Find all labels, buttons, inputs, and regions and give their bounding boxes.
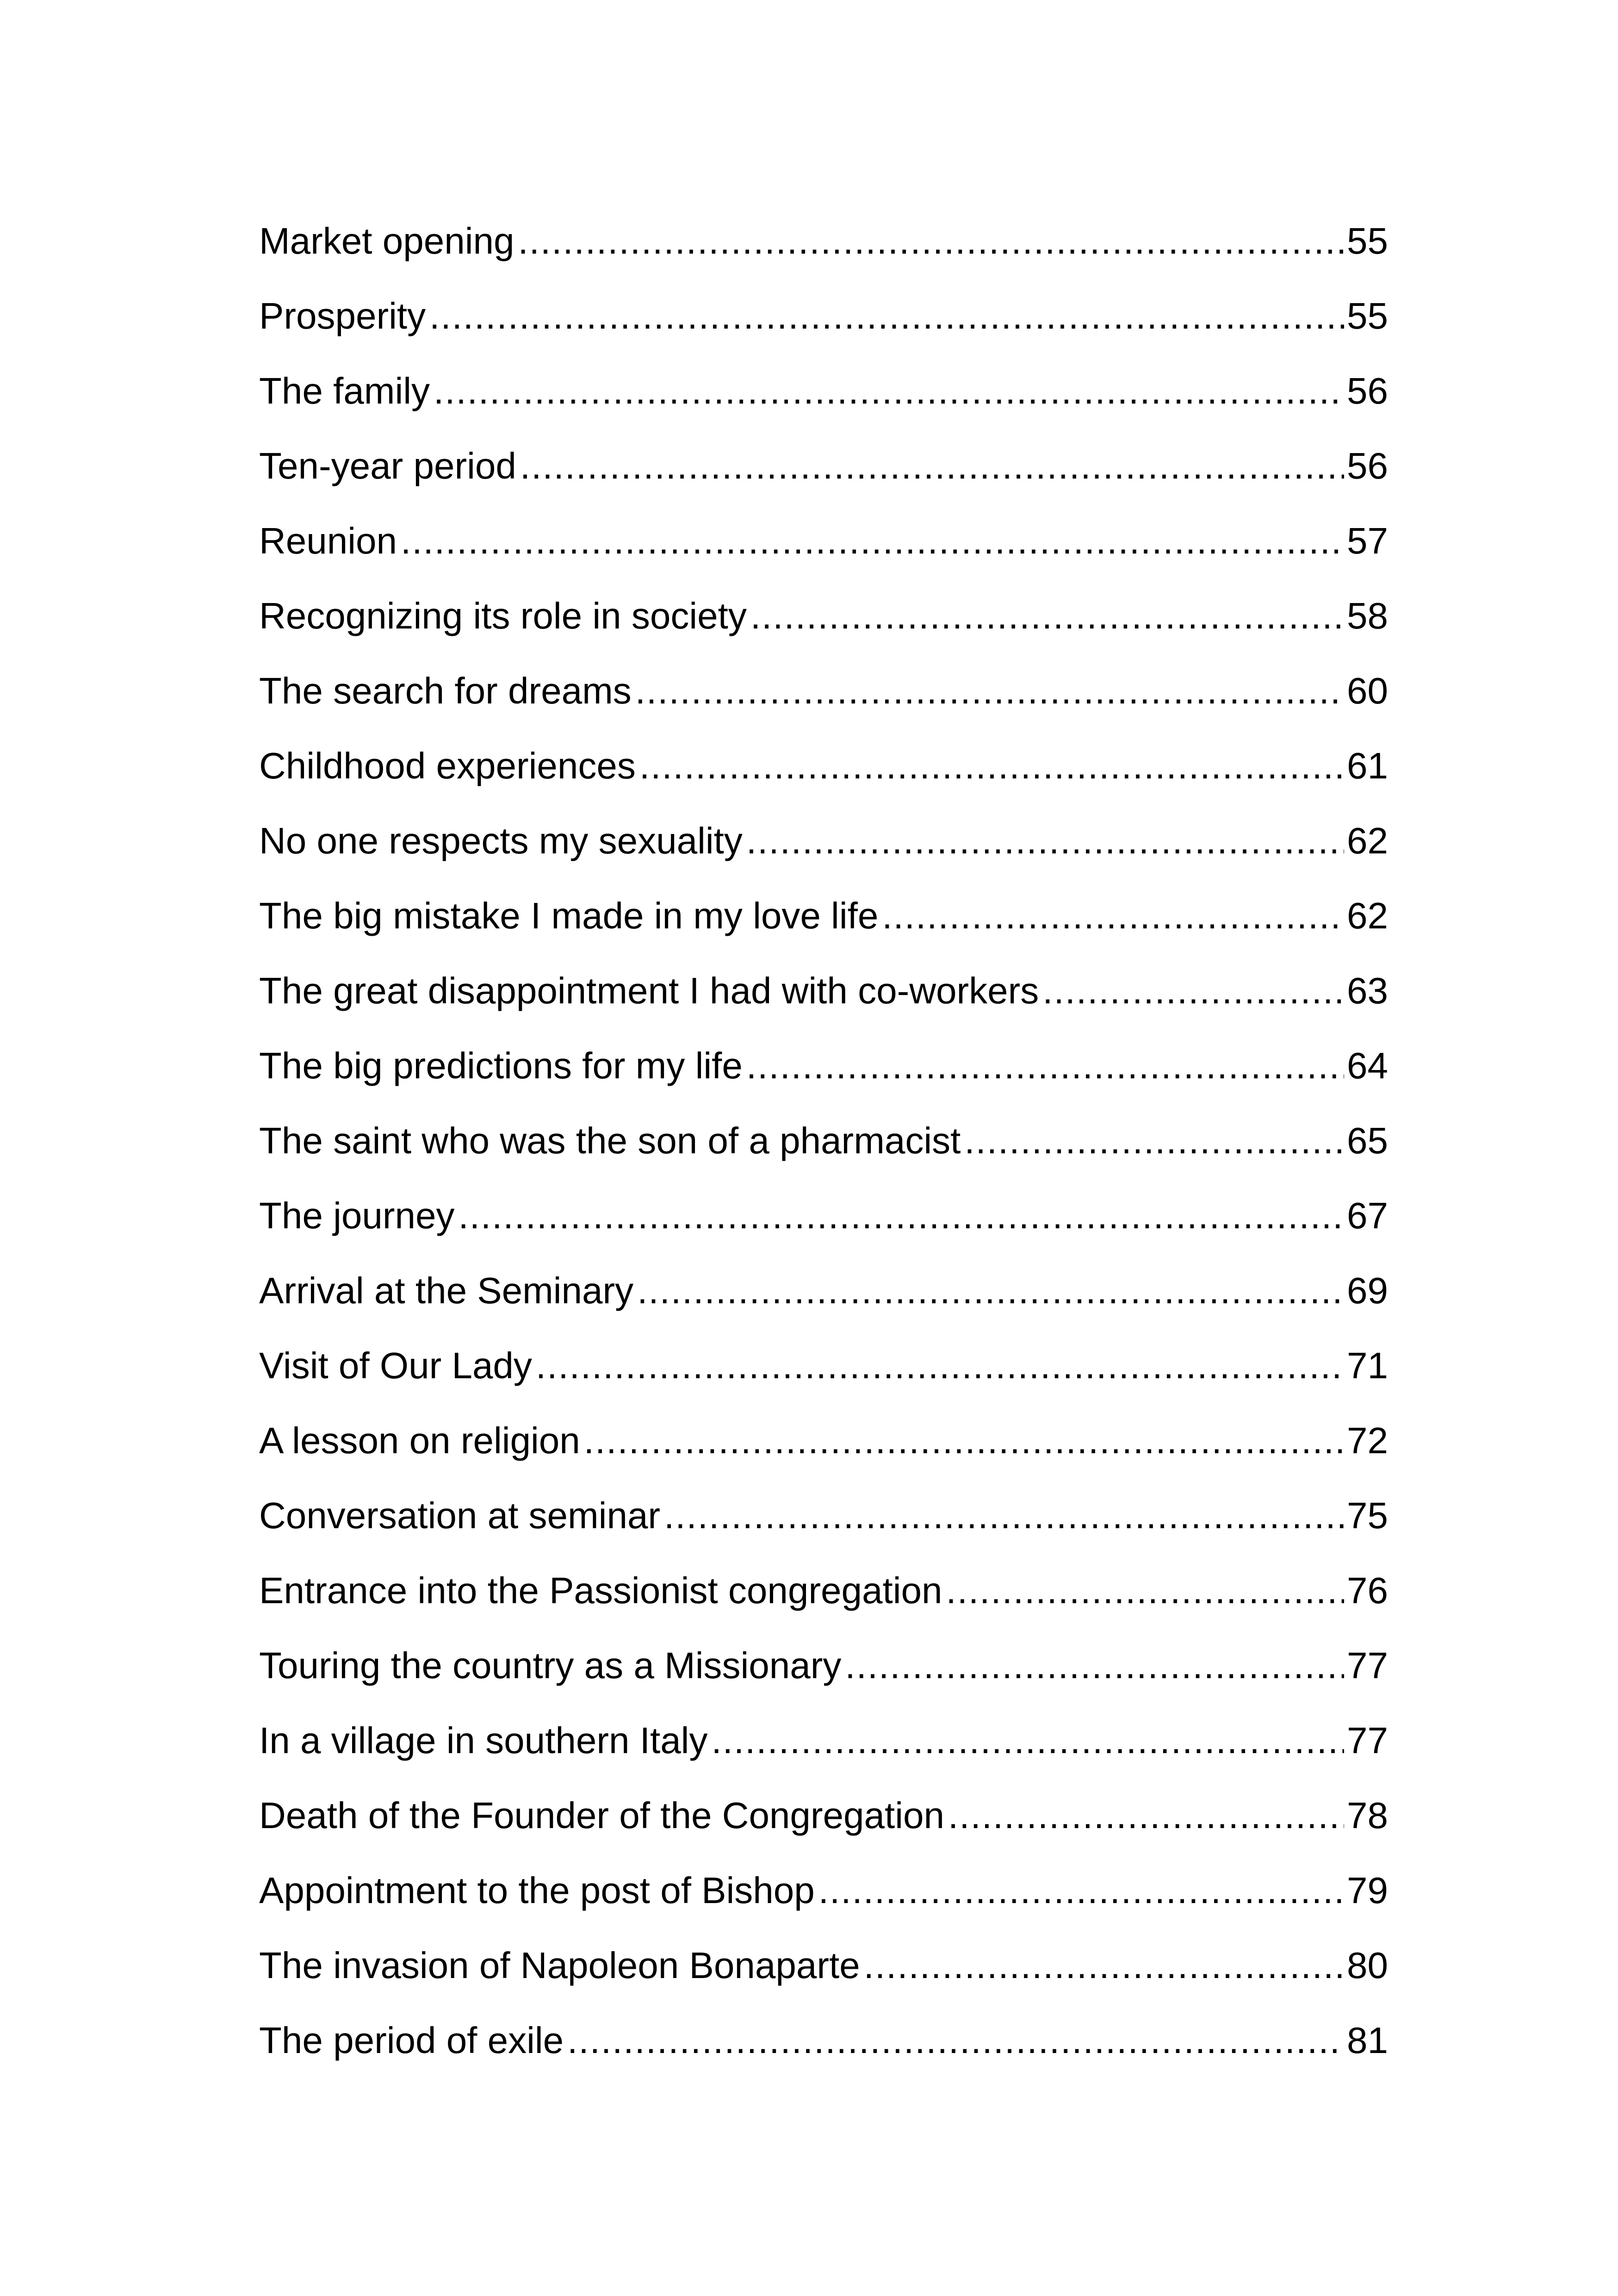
toc-entry-title: A lesson on religion: [259, 1420, 580, 1461]
dot-leader: [818, 1853, 1344, 1928]
dot-leader: [746, 1028, 1344, 1103]
toc-entry: [259, 1928, 1388, 2003]
toc-entry: [259, 1178, 1388, 1253]
toc-entry-page: 56: [1347, 445, 1388, 486]
dot-leader: [746, 803, 1344, 878]
dot-leader: [520, 429, 1344, 504]
toc-entry-page: 65: [1347, 1120, 1388, 1161]
toc-entry-page: 69: [1347, 1270, 1388, 1311]
toc-entry: [259, 279, 1388, 354]
toc-entry: [259, 653, 1388, 728]
dot-leader: [1042, 953, 1344, 1028]
toc-entry-title: Reunion: [259, 520, 397, 561]
toc-entry-page: 72: [1347, 1420, 1388, 1461]
toc-entry-title: The big mistake I made in my love life: [259, 895, 879, 936]
dot-leader: [458, 1178, 1344, 1253]
toc-entry: [259, 1403, 1388, 1478]
toc-entry-title: The invasion of Napoleon Bonaparte: [259, 1945, 860, 1986]
toc-entry-page: 77: [1347, 1645, 1388, 1686]
dot-leader: [864, 1928, 1344, 2003]
toc-entry-page: 77: [1347, 1720, 1388, 1761]
toc-entry: [259, 1103, 1388, 1178]
toc-entry: [259, 1628, 1388, 1703]
toc-entry-title: The family: [259, 370, 430, 411]
toc-entry-page: 75: [1347, 1495, 1388, 1536]
dot-leader: [845, 1628, 1344, 1703]
toc-entry-page: 76: [1347, 1570, 1388, 1611]
toc-entry-page: 78: [1347, 1795, 1388, 1836]
dot-leader: [637, 1253, 1344, 1328]
dot-leader: [946, 1553, 1344, 1628]
toc-entry: [259, 504, 1388, 579]
toc-entry-title: The journey: [259, 1195, 455, 1236]
dot-leader: [536, 1328, 1344, 1403]
dot-leader: [401, 504, 1344, 579]
toc-entry-title: Prosperity: [259, 295, 426, 336]
toc-entry: [259, 1328, 1388, 1403]
toc-entry-title: Ten-year period: [259, 445, 516, 486]
dot-leader: [567, 2003, 1344, 2078]
toc-entry-title: Arrival at the Seminary: [259, 1270, 634, 1311]
toc-entry-title: No one respects my sexuality: [259, 820, 743, 861]
toc-entry-page: 55: [1347, 220, 1388, 261]
toc-entry-title: The period of exile: [259, 2020, 564, 2061]
toc-entry: [259, 1028, 1388, 1103]
toc-entry-title: In a village in southern Italy: [259, 1720, 708, 1761]
dot-leader: [518, 204, 1344, 279]
toc-entry-page: 58: [1347, 595, 1388, 636]
toc-entry: [259, 1553, 1388, 1628]
dot-leader: [434, 354, 1344, 429]
dot-leader: [584, 1403, 1344, 1478]
toc-entry-page: 60: [1347, 670, 1388, 711]
toc-entry-title: The saint who was the son of a pharmacist: [259, 1120, 961, 1161]
dot-leader: [635, 653, 1344, 728]
table-of-contents: [259, 204, 1388, 2078]
toc-entry: [259, 429, 1388, 504]
toc-entry-title: Appointment to the post of Bishop: [259, 1870, 815, 1911]
toc-entry: [259, 1778, 1388, 1853]
dot-leader: [429, 279, 1344, 354]
toc-entry-title: Entrance into the Passionist congregation: [259, 1570, 942, 1611]
toc-entry-title: The search for dreams: [259, 670, 632, 711]
toc-entry-title: The big predictions for my life: [259, 1045, 743, 1086]
dot-leader: [948, 1778, 1344, 1853]
toc-entry-page: 56: [1347, 370, 1388, 411]
toc-entry-page: 81: [1347, 2020, 1388, 2061]
toc-entry-title: Childhood experiences: [259, 745, 636, 786]
dot-leader: [664, 1478, 1344, 1553]
toc-entry-title: Touring the country as a Missionary: [259, 1645, 842, 1686]
toc-entry: [259, 579, 1388, 653]
toc-entry-title: Visit of Our Lady: [259, 1345, 532, 1386]
toc-entry-page: 62: [1347, 820, 1388, 861]
toc-entry: [259, 878, 1388, 953]
dot-leader: [711, 1703, 1344, 1778]
toc-entry-page: 80: [1347, 1945, 1388, 1986]
toc-entry: [259, 1703, 1388, 1778]
toc-entry: [259, 2003, 1388, 2078]
toc-entry-page: 61: [1347, 745, 1388, 786]
toc-entry-page: 63: [1347, 970, 1388, 1011]
dot-leader: [750, 579, 1344, 653]
toc-entry-title: Death of the Founder of the Congregation: [259, 1795, 945, 1836]
toc-entry-page: 71: [1347, 1345, 1388, 1386]
toc-entry-page: 79: [1347, 1870, 1388, 1911]
toc-entry: [259, 803, 1388, 878]
toc-entry: [259, 1253, 1388, 1328]
toc-entry-title: Conversation at seminar: [259, 1495, 661, 1536]
toc-entry: [259, 1478, 1388, 1553]
dot-leader: [639, 728, 1344, 803]
toc-entry-page: 64: [1347, 1045, 1388, 1086]
dot-leader: [882, 878, 1344, 953]
toc-entry: [259, 1853, 1388, 1928]
toc-entry: [259, 728, 1388, 803]
toc-entry-title: The great disappointment I had with co-workers: [259, 970, 1039, 1011]
toc-entry-page: 67: [1347, 1195, 1388, 1236]
toc-entry-page: 62: [1347, 895, 1388, 936]
toc-entry-page: 55: [1347, 295, 1388, 336]
toc-entry-page: 57: [1347, 520, 1388, 561]
dot-leader: [964, 1103, 1344, 1178]
toc-entry: [259, 953, 1388, 1028]
toc-entry: [259, 354, 1388, 429]
toc-entry: [259, 204, 1388, 279]
toc-entry-title: Market opening: [259, 220, 515, 261]
toc-entry-title: Recognizing its role in society: [259, 595, 747, 636]
